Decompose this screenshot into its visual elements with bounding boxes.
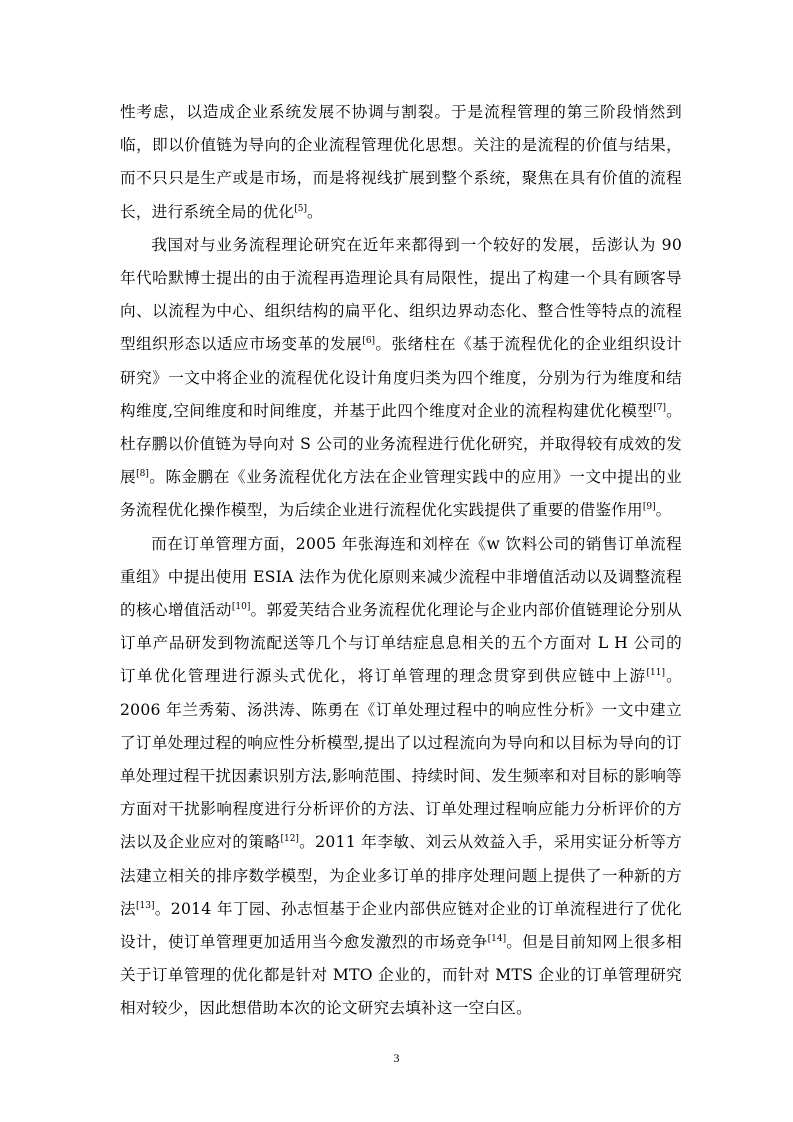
text-run: 。陈金鹏在《业务流程优化方法在企业管理实践中的应用》一文中提出的业务流程优化操作模型，为后续企业进行流程优化实践提供了重要的借鉴作用 xyxy=(120,468,682,520)
paragraph-domestic-research xyxy=(120,229,682,528)
citation-ref: [12] xyxy=(280,834,299,845)
text-run: 。张绪柱在《基于流程优化的企业组织设计研究》一文中将企业的流程优化设计角度归类为四个维度，分别为行为维度和结构维度,空间维度和时间维度，并基于此四个维度对企业的流程构建优化模型 xyxy=(120,335,682,420)
page-number: 3 xyxy=(393,1051,400,1065)
paragraph-continuation xyxy=(120,96,682,229)
citation-ref: [10] xyxy=(231,602,251,613)
text-run: 性考虑，以造成企业系统发展不协调与割裂。于是流程管理的第三阶段悄然到临，即以价值链为导向的企业流程管理优化思想。关注的是流程的价值与结果，而不只只是生产或是市场，而是将视线扩展到整个系统，聚焦在具有价值的流程长，进行系统全局的优化 xyxy=(120,103,682,221)
text-run: 我国对与业务流程理论研究在近年来都得到一个较好的发展，岳澎认为 90 年代哈默博士提出的由于流程再造理论具有局限性，提出了构建一个具有顾客导向、以流程为中心、组织结构的扁平化、组织边界动态化、整合性等特点的流程型组织形态以适应市场变革的发展 xyxy=(120,235,682,354)
text-run: 。但是目前知网上很多相关于订单管理的优化都是针对 MTO 企业的，而针对 MTS 企业的订单管理研究相对较少，因此想借助本次的论文研究去填补这一空白区。 xyxy=(120,933,682,1018)
text-run: 。 xyxy=(307,202,323,221)
citation-ref: [7] xyxy=(653,402,666,413)
citation-ref: [14] xyxy=(487,934,507,945)
citation-ref: [9] xyxy=(642,502,656,513)
citation-ref: [6] xyxy=(362,336,376,347)
text-run: 而在订单管理方面，2005 年张海连和刘梓在《w 饮料公司的销售订单流程重组》中提出使用 ESIA 法作为优化原则来减少流程中非增值活动以及调整流程的核心增值活动 xyxy=(120,534,682,620)
text-run: 。 xyxy=(655,501,672,520)
text-run: 。2011 年李敏、刘云从效益入手，采用实证分析等方法建立相关的排序数学模型，为企业多订单的排序处理问题上提供了一种新的方法 xyxy=(120,833,682,918)
text-run: 。2014 年丁园、孙志恒基于企业内部供应链对企业的订单流程进行了优化设计，使订单管理更加适用当今愈发激烈的市场竞争 xyxy=(120,899,682,952)
citation-ref: [8] xyxy=(136,469,149,480)
paragraph-order-management xyxy=(120,528,682,1026)
citation-ref: [13] xyxy=(136,900,155,911)
body-text xyxy=(120,96,682,1026)
text-run: 。郭爱芙结合业务流程优化理论与企业内部价值链理论分别从订单产品研发到物流配送等几个与订单结症息息相关的五个方面对 L H 公司的订单优化管理进行源头式优化，将订单管理的理念贯穿到供应链中上游 xyxy=(120,601,682,686)
citation-ref: [5] xyxy=(294,203,308,214)
text-run: 。杜存鹏以价值链为导向对 S 公司的业务流程进行优化研究，并取得较有成效的发展 xyxy=(120,401,682,487)
citation-ref: [11] xyxy=(646,668,665,679)
text-run: 。2006 年兰秀菊、汤洪涛、陈勇在《订单处理过程中的响应性分析》一文中建立了订单处理过程的响应性分析模型,提出了以过程流向为导向和以目标为导向的订单处理过程干扰因素识别方法,影响范围、持续时间、发生频率和对目标的影响等方面对干扰影响程度进行分析评价的方法、订单处理过程响应能力分析评价的方法以及企业应对的策略 xyxy=(120,667,682,852)
